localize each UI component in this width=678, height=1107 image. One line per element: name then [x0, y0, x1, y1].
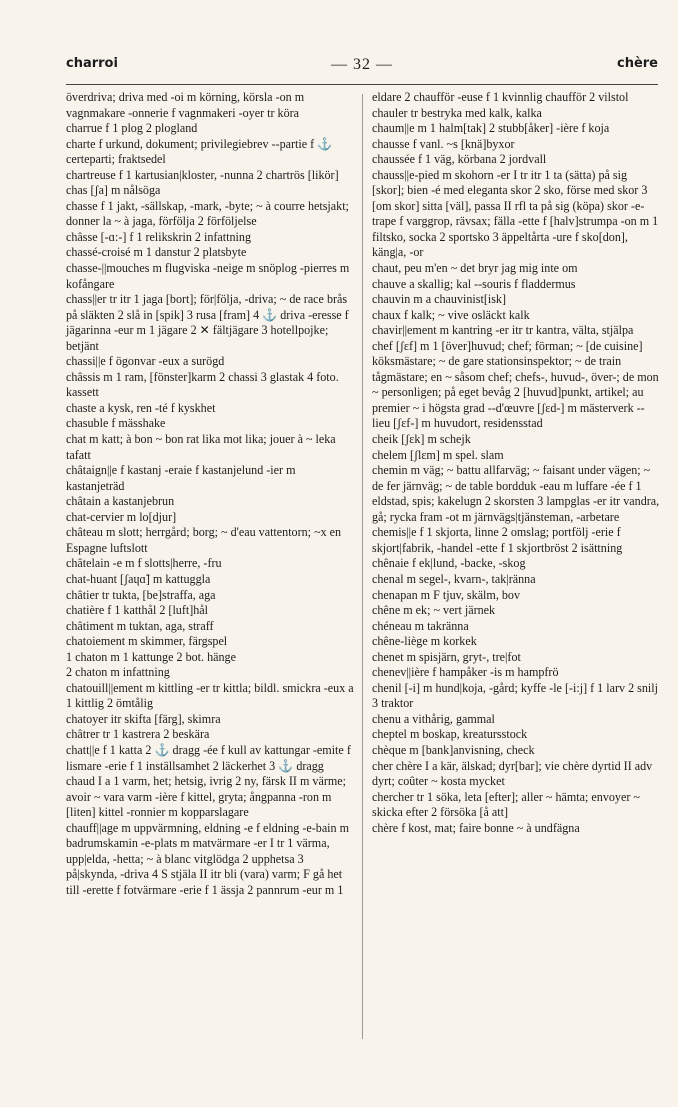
dictionary-entry: chauss||e-pied m skohorn -er I tr itr 1 ta (sätta) på sig [skor]; bien -é med eleganta skor 2 sko, förse med skor 3 [om skor] sitta [väl], passa II rfl ta på sig (köpa) skor -e-trape f varggrop, rävsax; fälla -ette f [halv]strumpa -on m 1 filtsko, socka 2 sportsko 3 äppeltårta -ure f sko[don], käng|a, -or: [372, 167, 659, 260]
dictionary-entry: eldare 2 chaufför -euse f 1 kvinnlig chaufför 2 vilstol: [372, 90, 629, 104]
dictionary-entry: chatoiement m skimmer, färgspel: [66, 634, 228, 649]
header-rule: [66, 84, 658, 85]
dictionary-entry: chat m katt; à bon ~ bon rat lika mot lika; jouer à ~ leka tafatt: [66, 432, 336, 462]
header-last-headword: chère: [616, 56, 658, 71]
dictionary-entry: châtelain -e m f slotts|herre, -fru: [66, 556, 222, 571]
dictionary-entry: charrue f 1 plog 2 plogland: [66, 121, 198, 136]
dictionary-entry: charte f urkund, dokument; privilegiebrev --partie f ⚓ certeparti; fraktsedel: [66, 136, 333, 167]
dictionary-entry: chat-huant [ʃaɥɑ̃] m kattuggla: [66, 571, 211, 586]
dictionary-entry: chassi||e f ögonvar -eux a surögd: [66, 354, 225, 369]
dictionary-entry: överdriva; driva med -oi m körning, körsla -on m vagnmakare -onnerie f vagnmakeri -oyer tr köra: [66, 90, 305, 120]
dictionary-entry: chasuble f mässhake: [66, 416, 166, 431]
dictionary-entry: chêne-liège m korkek: [372, 634, 477, 649]
dictionary-entry: châsse [-ɑ:-] f 1 relikskrin 2 infattning: [66, 229, 251, 244]
dictionary-entry: chass||er tr itr 1 jaga [bort]; för|följa, -driva; ~ de race brås på släkten 2 slå in [spik] 3 rusa [fram] 4 ⚓ driva -eresse f jägarinna -eur m 1 jägare 2 ✕ fältjägare 3 hotellpojke; betjänt: [66, 292, 349, 353]
dictionary-entry: chat-cervier m lo[djur]: [66, 509, 177, 524]
dictionary-entry: chenu a vithårig, gammal: [372, 711, 495, 726]
dictionary-entry: chartreuse f 1 kartusian|kloster, -nunna 2 chartrös [likör]: [66, 167, 339, 182]
dictionary-entry: châtrer tr 1 kastrera 2 beskära: [66, 727, 210, 742]
dictionary-entry: chas [ʃa] m nålsöga: [66, 183, 161, 198]
dictionary-entry: chemis||e f 1 skjorta, linne 2 omslag; portfölj -erie f skjort|fabrik, -handel -ette f 1 skjortbröst 2 isättning: [372, 525, 623, 555]
dictionary-entry: chercher tr 1 söka, leta [efter]; aller ~ hämta; envoyer ~ skicka efter 2 försöka [å att]: [372, 789, 640, 820]
dictionary-entry: châssis m 1 ram, [fönster]karm 2 chassi 3 glastak 4 foto. kassett: [66, 369, 339, 400]
dictionary-entry: chaussée f 1 väg, körbana 2 jordvall: [372, 152, 547, 167]
dictionary-entry: chère f kost, mat; faire bonne ~ à undfägna: [372, 820, 580, 835]
page-header: [66, 56, 658, 78]
dictionary-entry: chenet m spisjärn, gryt-, tre|fot: [372, 649, 521, 664]
dictionary-entry: chasse-||mouches m flugviska -neige m snöplog -pierres m kofångare: [66, 261, 350, 291]
dictionary-entry: chéneau m takränna: [372, 618, 469, 633]
dictionary-entry: châtain a kastanjebrun: [66, 494, 175, 509]
dictionary-entry: chenev||ière f hampåker -is m hampfrö: [372, 665, 559, 680]
dictionary-entry: chef [ʃɛf] m 1 [över]huvud; chef; förman; ~ [de cuisine] köksmästare; ~ de gare stationsinspektor; ~ de train tågmästare; en ~ såsom chef; chefs-, huvud-, över-; de mon ~ personligen; på eget bevåg 2 [huvud]punkt, artikel; au premier ~ i högsta grad --d'œuvre [ʃɛd-] m mästerverk --lieu [ʃɛf-] m huvudort, residensstad: [372, 338, 659, 431]
dictionary-entry: cher chère I a kär, älskad; dyr[bar]; vie chère dyrtid II adv dyrt; coûter ~ kosta mycket: [372, 758, 653, 789]
dictionary-entry: chaste a kysk, ren -té f kyskhet: [66, 400, 216, 415]
left-column: [66, 90, 354, 898]
column-separator: [362, 94, 363, 1039]
dictionary-entry: chêne m ek; ~ vert järnek: [372, 603, 496, 618]
dictionary-entry: chausse f vanl. ~s [knä]byxor: [372, 136, 515, 151]
dictionary-entry: chatouill||ement m kittling -er tr kittla; bildl. smickra -eux a 1 kittlig 2 ömtålig: [66, 680, 354, 711]
dictionary-entry: chatière f 1 katthål 2 [luft]hål: [66, 603, 209, 618]
dictionary-entry: chaum||e m 1 halm[tak] 2 stubb[åker] -ière f koja: [372, 121, 610, 136]
dictionary-entry: chenil [-i] m hund|koja, -gård; kyffe -le [-i:j] f 1 larv 2 snilj 3 traktor: [372, 680, 658, 711]
dictionary-entry: chelem [ʃlɛm] m spel. slam: [372, 447, 504, 462]
dictionary-entry: chênaie f ek|lund, -backe, -skog: [372, 556, 526, 571]
dictionary-entry: chèque m [bank]anvisning, check: [372, 742, 535, 757]
dictionary-entry: chaux f kalk; ~ vive osläckt kalk: [372, 307, 530, 322]
dictionary-entry: châtier tr tukta, [be]straffa, aga: [66, 587, 216, 602]
dictionary-entry: chenal m segel-, kvarn-, tak|ränna: [372, 571, 536, 586]
dictionary-entry: cheik [ʃɛk] m schejk: [372, 432, 471, 447]
dictionary-entry: cheptel m boskap, kreatursstock: [372, 727, 528, 742]
dictionary-entry: chasse f 1 jakt, -sällskap, -mark, -byte; ~ à courre hetsjakt; donner la ~ à jaga, förfölja 2 förföljelse: [66, 198, 349, 229]
dictionary-entry: chauve a skallig; kal --souris f fladdermus: [372, 276, 576, 291]
dictionary-entry: 2 chaton m infattning: [66, 665, 170, 680]
header-first-headword: charroi: [66, 56, 118, 71]
dictionary-entry: chenapan m F tjuv, skälm, bov: [372, 587, 521, 602]
dictionary-entry: 1 chaton m 1 kattunge 2 bot. hänge: [66, 649, 236, 664]
dictionary-entry: chavir||ement m kantring -er itr tr kantra, välta, stjälpa: [372, 323, 634, 338]
dictionary-entry: chauff||age m uppvärmning, eldning -e f eldning -e-bain m badrumskamin -e-plats m matvärmare -er I tr 1 värma, upp|elda, -hetta; ~ à blanc vitglödga 2 upphetsa 3 på|skynda, -driva 4 S stjäla II itr bli (vara) varm; F gå het till -erette f fotvärmare -erie f 1 ässja 2 pannrum -eur m 1: [66, 820, 350, 897]
dictionary-entry: château m slott; herrgård; borg; ~ d'eau vattentorn; ~x en Espagne luftslott: [66, 525, 342, 555]
dictionary-entry: chaut, peu m'en ~ det bryr jag mig inte om: [372, 261, 578, 276]
dictionary-entry: chauvin m a chauvinist[isk]: [372, 292, 507, 307]
dictionary-entry: châtaign||e f kastanj -eraie f kastanjelund -ier m kastanjeträd: [66, 463, 296, 493]
dictionary-entry: chassé-croisé m 1 danstur 2 platsbyte: [66, 245, 247, 260]
dictionary-entry: chemin m väg; ~ battu allfarväg; ~ faisant under vägen; ~ de fer järnväg; ~ de table bordduk -eau m luffare -ée f 1 eldstad, spis; kakelugn 2 skorsten 3 lampglas -er itr vandra, gå; rycka fram -ot m järnvägs|tjänsteman, -arbetare: [372, 463, 660, 524]
dictionary-entry: chatt||e f 1 katta 2 ⚓ dragg -ée f kull av kattungar -emite f lismare -erie f 1 inställsamhet 2 läckerhet 3 ⚓ dragg: [66, 742, 351, 773]
dictionary-entry: chauler tr bestryka med kalk, kalka: [372, 105, 542, 120]
right-column: [372, 90, 660, 836]
dictionary-entry: chaud I a 1 varm, het; hetsig, ivrig 2 ny, färsk II m värme; avoir ~ vara varm -ière f kittel, gryta; ångpanna -ron m [liten] kittel -ronnier m kopparslagare: [66, 774, 346, 820]
page-number: — 32 —: [331, 56, 393, 73]
dictionary-entry: chatoyer itr skifta [färg], skimra: [66, 711, 221, 726]
dictionary-entry: châtiment m tuktan, aga, straff: [66, 618, 214, 633]
